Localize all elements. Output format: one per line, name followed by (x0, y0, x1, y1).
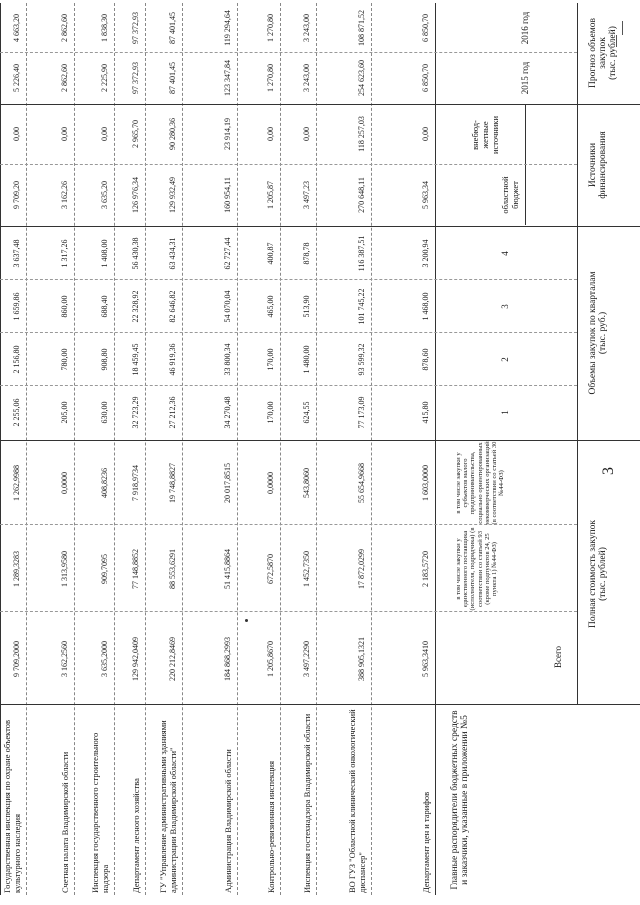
row-value-q2: 1 480,00 (302, 345, 311, 374)
table-rule (0, 226, 640, 227)
table-rule (0, 704, 640, 705)
row-value-q4: 878,78 (302, 242, 311, 265)
row-value-q1: 34 270,48 (223, 396, 232, 429)
row-value-q2: 878,60 (421, 348, 430, 371)
row-value-y2015: 254 623,60 (357, 60, 366, 96)
row-value-small: 19 748,8827 (168, 463, 177, 503)
row-value-y2016: 6 850,70 (421, 14, 430, 42)
row-value-y2016: 119 294,64 (223, 10, 232, 46)
row-value-q1: 2 255,06 (12, 398, 21, 427)
row-value-y2016: 87 401,45 (168, 12, 177, 44)
header-total: Всего (553, 645, 563, 669)
row-value-q1: 205,00 (60, 401, 69, 424)
row-value-small: 0,0000 (60, 472, 69, 494)
row-value-y2016: 1 270,80 (266, 14, 275, 42)
row-value-y2015: 97 372,93 (131, 62, 140, 94)
row-value-regional: 3 162,26 (60, 181, 69, 209)
row-value-q4: 3 637,48 (12, 239, 21, 268)
row-value-extra: 0,00 (266, 127, 275, 141)
row-value-q1: 630,00 (100, 401, 109, 424)
table-rule (316, 3, 317, 895)
row-value-total: 1 205,8670 (266, 641, 275, 677)
table-rule (182, 3, 183, 895)
row-value-y2015: 2 862,60 (60, 64, 69, 92)
row-value-single: 672,5870 (266, 554, 275, 584)
row-value-y2016: 108 871,52 (357, 10, 366, 46)
header-q4: 4 (500, 251, 510, 256)
row-value-q1: 77 173,09 (357, 396, 366, 429)
row-value-extra: 2 965,70 (131, 120, 140, 148)
row-value-q4: 56 430,38 (131, 237, 140, 270)
table-rule (114, 3, 115, 895)
header-entity: Главные распорядители бюджетных средств и заказчики, указанные в приложении №5 (450, 710, 470, 890)
row-entity-name: Инспекция гостехнадзора Владимирской области (302, 713, 312, 893)
table-rule (525, 105, 526, 225)
table-rule (0, 52, 577, 53)
row-value-single: 17 872,0299 (357, 549, 366, 589)
row-value-q4: 63 434,31 (168, 237, 177, 270)
table-rule (0, 3, 1, 895)
row-value-y2015: 87 401,45 (168, 62, 177, 94)
row-value-small: 0,0000 (266, 472, 275, 494)
header-regional: областной бюджет (500, 176, 520, 214)
row-value-regional: 129 932,49 (168, 177, 177, 213)
row-value-small: 7 918,9734 (131, 465, 140, 501)
row-entity-name: Администрация Владимирской области (223, 749, 233, 893)
row-value-q3: 513,90 (302, 295, 311, 318)
row-value-regional: 270 648,11 (357, 177, 366, 213)
row-value-total: 220 212,8469 (168, 637, 177, 681)
row-value-extra: 23 914,19 (223, 118, 232, 150)
row-value-extra: 0,00 (60, 127, 69, 141)
header-small-business: в том числе закупки у субъектов малого предпринимательства, социально ориентированных некоммерческих организаций (в соответствии со статьей 30 №44-ФЗ) (455, 441, 506, 525)
header-2015: 2015 год (520, 61, 530, 95)
row-entity-name: Департамент лесного хозяйства (131, 778, 141, 893)
row-value-small: 543,8060 (302, 468, 311, 498)
row-value-small: 1 603,0000 (421, 465, 430, 501)
row-value-q3: 54 070,04 (223, 290, 232, 323)
row-value-extra: 0,00 (100, 127, 109, 141)
row-value-q2: 46 919,36 (168, 343, 177, 376)
row-value-single: 51 415,8864 (223, 549, 232, 589)
row-value-single: 909,7095 (100, 554, 109, 584)
row-value-q3: 860,00 (60, 295, 69, 318)
row-value-y2015: 1 270,80 (266, 64, 275, 92)
row-value-regional: 126 976,34 (131, 177, 140, 213)
row-value-total: 3 162,2560 (60, 641, 69, 677)
header-q2: 2 (500, 357, 510, 362)
row-value-regional: 9 709,20 (12, 181, 21, 209)
row-value-y2015: 3 243,00 (302, 64, 311, 92)
row-value-q2: 780,00 (60, 348, 69, 371)
row-value-q3: 22 328,92 (131, 290, 140, 323)
row-entity-name: Департамент цен и тарифов (421, 791, 431, 893)
row-value-small: 1 262,9988 (12, 465, 21, 501)
row-value-single: 88 553,6291 (168, 549, 177, 589)
table-rule (0, 385, 577, 386)
row-entity-name: ГУ "Управление административными зданиями администрации Владимирской области" (158, 720, 178, 893)
row-value-y2016: 97 372,93 (131, 12, 140, 44)
table-rule (145, 3, 146, 895)
row-value-regional: 5 963,34 (421, 181, 430, 209)
header-single-supplier: в том числе закупки у единственного поставщика (исполнителя, подрядчика) (в соответствии со статьей 93 (кроме подпунктов 24, 25 пункта 1) №44-ФЗ) (455, 527, 499, 611)
row-value-regional: 3 497,23 (302, 181, 311, 209)
row-value-extra: 0,00 (421, 127, 430, 141)
row-value-q4: 1 317,26 (60, 239, 69, 268)
table-rule (26, 3, 27, 895)
row-value-single: 1 289,3283 (12, 551, 21, 587)
row-value-small: 55 654,9668 (357, 463, 366, 503)
row-value-extra: 0,00 (12, 127, 21, 141)
table-rule (237, 3, 238, 895)
row-value-q2: 2 156,80 (12, 345, 21, 374)
table-rule (371, 3, 372, 895)
row-entity-name: Государственная инспекция по охране объектов культурного наследия (2, 719, 22, 893)
header-forecast: Прогноз объемов закупок (тыс. рублей) (588, 18, 618, 88)
table-rule (0, 332, 577, 333)
row-value-total: 3 635,2000 (100, 641, 109, 677)
row-value-q2: 33 800,34 (223, 343, 232, 376)
row-value-q4: 116 387,51 (357, 235, 366, 272)
table-rule (280, 3, 281, 895)
row-value-q1: 624,55 (302, 401, 311, 424)
row-value-q4: 1 408,00 (100, 239, 109, 268)
row-value-total: 5 963,3410 (421, 641, 430, 677)
row-value-y2015: 2 225,90 (100, 64, 109, 92)
row-value-q2: 18 459,45 (131, 343, 140, 376)
row-value-y2016: 4 663,20 (12, 14, 21, 42)
scan-dot (245, 619, 248, 622)
scan-mark (622, 21, 623, 35)
row-entity-name: Счетная палата Владимирской области (60, 751, 70, 893)
row-value-q2: 908,80 (100, 348, 109, 371)
page-number: 3 (600, 467, 617, 475)
row-value-q1: 32 723,29 (131, 396, 140, 429)
row-value-single: 1 452,7350 (302, 551, 311, 587)
row-value-y2015: 123 347,84 (223, 60, 232, 96)
header-full-cost: Полная стоимость закупок (тыс. рублей) (588, 519, 608, 629)
row-value-q4: 62 727,44 (223, 237, 232, 270)
row-value-extra: 118 257,03 (357, 116, 366, 152)
row-value-q3: 82 646,82 (168, 290, 177, 323)
table-rule (435, 3, 436, 895)
row-value-y2016: 3 243,00 (302, 14, 311, 42)
table-rule (74, 3, 75, 895)
row-value-extra: 90 280,36 (168, 118, 177, 150)
row-value-q4: 3 200,94 (421, 239, 430, 268)
row-value-q3: 1 659,86 (12, 292, 21, 321)
row-value-regional: 1 205,87 (266, 181, 275, 209)
table-rule (0, 440, 640, 441)
row-entity-name: ВО ГУЗ "Областной клинический онкологический диспансер" (347, 709, 367, 893)
header-sources: Источники финансирования (588, 131, 608, 199)
row-value-q3: 688,40 (100, 295, 109, 318)
row-value-regional: 160 954,11 (223, 177, 232, 213)
row-value-small: 408,8236 (100, 468, 109, 498)
row-value-y2016: 1 838,30 (100, 14, 109, 42)
row-value-regional: 3 635,20 (100, 181, 109, 209)
row-value-q1: 170,00 (266, 401, 275, 424)
row-value-y2015: 6 850,70 (421, 64, 430, 92)
header-quarters: Объемы закупок по кварталам (тыс. руб.) (588, 271, 608, 395)
table-rule (577, 3, 578, 705)
row-value-total: 129 942,0409 (131, 637, 140, 681)
table-rule (0, 279, 577, 280)
row-value-q2: 93 599,32 (357, 343, 366, 376)
row-value-q1: 415,80 (421, 401, 430, 424)
row-value-single: 77 148,8852 (131, 549, 140, 589)
row-value-total: 184 868,2993 (223, 637, 232, 681)
row-value-q3: 101 745,22 (357, 288, 366, 325)
row-value-single: 2 183,5720 (421, 551, 430, 587)
row-value-y2016: 2 862,60 (60, 14, 69, 42)
header-q1: 1 (500, 410, 510, 415)
row-value-extra: 0,00 (302, 127, 311, 141)
row-entity-name: Инспекция государственного строительного надзора (90, 732, 110, 893)
row-value-q2: 170,00 (266, 348, 275, 371)
row-value-single: 1 313,9580 (60, 551, 69, 587)
row-value-total: 388 905,1321 (357, 637, 366, 681)
header-2016: 2016 год (520, 11, 530, 45)
table-rule (0, 104, 640, 105)
row-value-y2015: 5 226,40 (12, 64, 21, 92)
header-q3: 3 (500, 304, 510, 309)
row-value-total: 9 709,2000 (12, 641, 21, 677)
row-value-q4: 400,87 (266, 242, 275, 265)
row-value-total: 3 497,2290 (302, 641, 311, 677)
row-value-q3: 465,00 (266, 295, 275, 318)
row-entity-name: Контрольно-ревизионная инспекция (266, 761, 276, 893)
row-value-small: 20 017,8515 (223, 463, 232, 503)
row-value-q3: 1 468,00 (421, 292, 430, 321)
header-extrabudget: внебюд- жетные источники (470, 116, 500, 155)
row-value-q1: 27 212,36 (168, 396, 177, 429)
